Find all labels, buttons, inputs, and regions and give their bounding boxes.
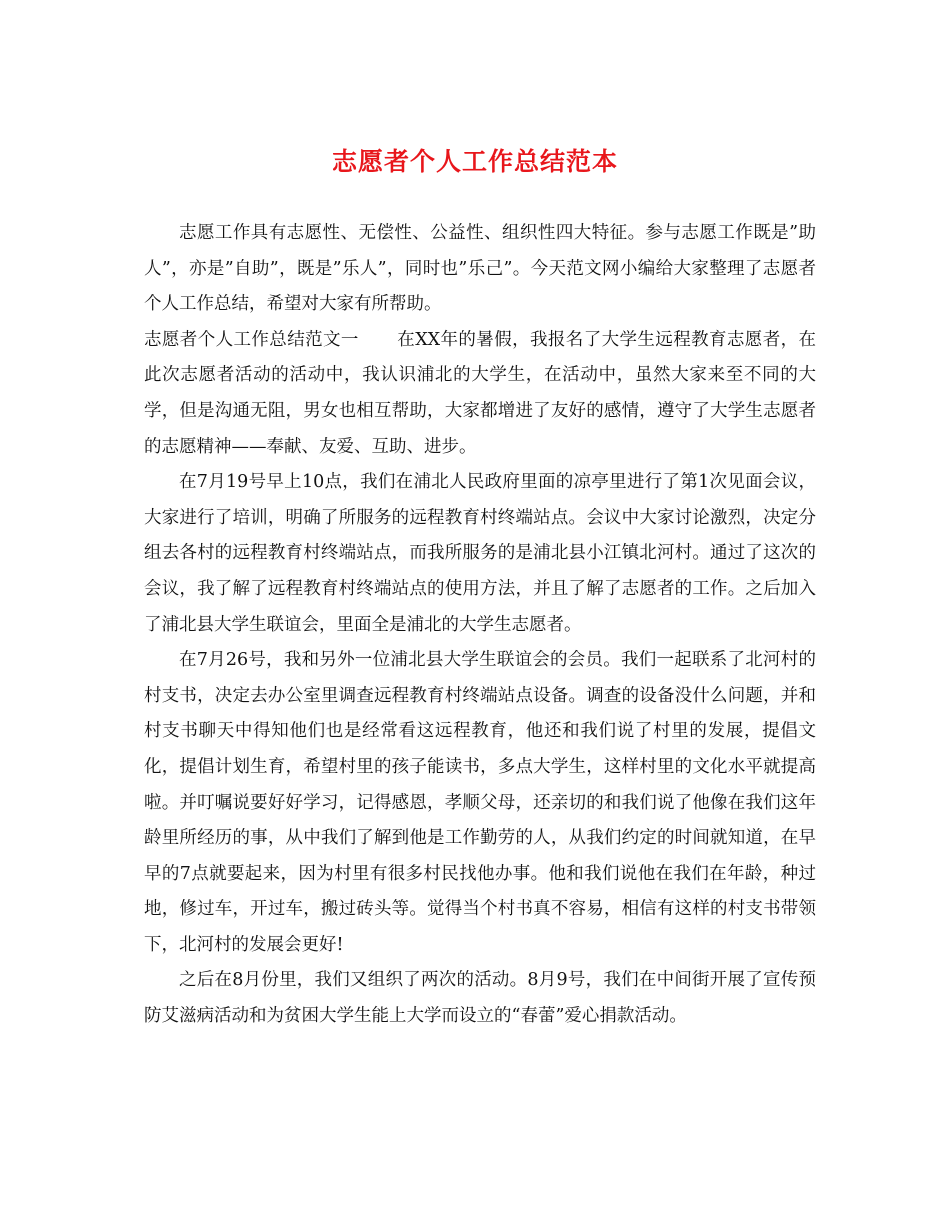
body-paragraph: 在7月19号早上10点，我们在浦北人民政府里面的凉亭里进行了第1次见面会议，大家进行了培训，明确了所服务的远程教育村终端站点。会议中大家讨论激烈，决定分组去各村的远程教育村终端站点，而我所服务的是浦北县小江镇北河村。通过了这次的会议，我了解了远程教育村终端站点的使用方法，并且了解了志愿者的工作。之后加入了浦北县大学生联谊会，里面全是浦北的大学生志愿者。 xyxy=(144,472,816,635)
body-paragraph: 之后在8月份里，我们又组织了两次的活动。8月9号，我们在中间街开展了宣传预防艾滋病活动和为贫困大学生能上大学而设立的“春蕾”爱心捐款活动。 xyxy=(144,970,816,1027)
intro-paragraph: 志愿工作具有志愿性、无偿性、公益性、组织性四大特征。参与志愿工作既是”助人”，亦是”自助”，既是”乐人”，同时也”乐己”。今天范文网小编给大家整理了志愿者个人工作总结，希望对大家有所帮助。 xyxy=(144,223,816,315)
body-paragraph: 在7月26号，我和另外一位浦北县大学生联谊会的会员。我们一起联系了北河村的村支书，决定去办公室里调查远程教育村终端站点设备。调查的设备没什么问题，并和村支书聊天中得知他们也是经常看这远程教育，他还和我们说了村里的发展，提倡文化，提倡计划生育，希望村里的孩子能读书，多点大学生，这样村里的文化水平就提高啦。并叮嘱说要好好学习，记得感恩，孝顺父母，还亲切的和我们说了他像在我们这年龄里所经历的事，从中我们了解到他是工作勤劳的人，从我们约定的时间就知道，在早早的7点就要起来，因为村里有很多村民找他办事。他和我们说他在我们在年龄，种过地，修过车，开过车，搬过砖头等。觉得当个村书真不容易，相信有这样的村支书带领下，北河村的发展会更好! xyxy=(144,650,816,955)
section-one-text: 在XX年的暑假，我报名了大学生远程教育志愿者，在此次志愿者活动的活动中，我认识浦北的大学生，在活动中，虽然大家来至不同的大学，但是沟通无阻，男女也相互帮助，大家都增进了友好的感情，遵守了大学生志愿者的志愿精神——奉献、友爱、互助、进步。 xyxy=(144,329,816,457)
section-one-paragraph xyxy=(144,323,816,465)
document-title: 志愿者个人工作总结范本 xyxy=(331,147,618,176)
document-body xyxy=(144,216,816,1035)
section-heading: 志愿者个人工作总结范文一 xyxy=(144,329,359,350)
